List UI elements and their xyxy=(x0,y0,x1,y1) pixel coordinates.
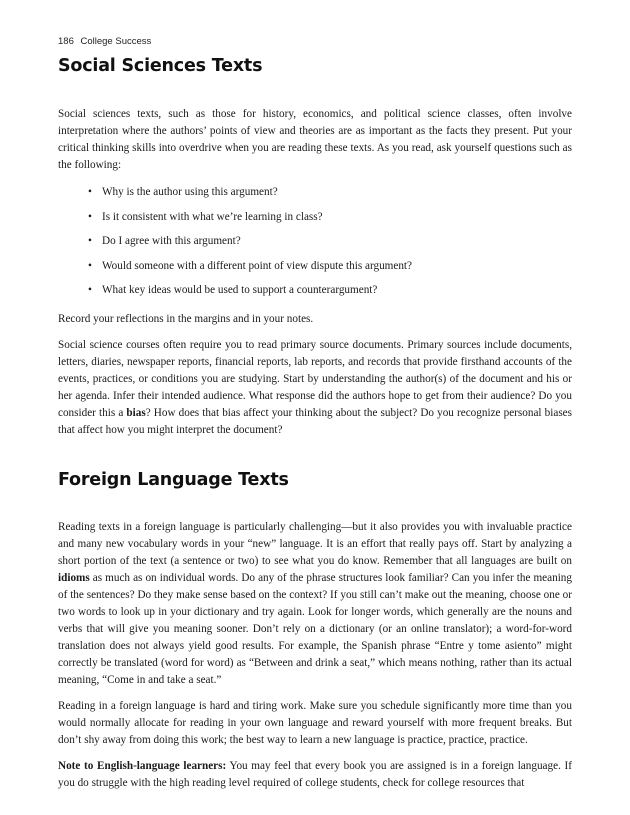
list-item-text: What key ideas would be used to support a counterargument? xyxy=(102,284,378,296)
primary-sources-text-end: ? How does that bias affect your thinking about the subject? Do you recognize personal biases that affect how you might interpret the document? xyxy=(58,407,572,436)
note-text: You may feel that every book you are assigned is in a foreign language. If you do struggle with the high reading level required of college students, check for college resources that xyxy=(58,760,572,789)
section-heading-foreign-language: Foreign Language Texts xyxy=(58,470,289,490)
bullet-glyph: • xyxy=(88,186,92,198)
list-item-text: Why is the author using this argument? xyxy=(102,186,278,198)
question-list xyxy=(58,184,572,299)
book-title: College Success xyxy=(80,36,152,47)
paragraph-note-ell xyxy=(58,758,572,792)
paragraph-foreign-language-reading xyxy=(58,519,572,689)
paragraph-foreign-language-time: Reading in a foreign language is hard and tiring work. Make sure you schedule significantly more time than you would normally allocate for reading in your own language and reward yourself with more frequent breaks. But don’t shy away from doing this work; the best way to learn a new language is practice, practice, practice. xyxy=(58,700,572,746)
page-number: 186 xyxy=(58,36,74,47)
list-item xyxy=(88,258,572,275)
paragraph-primary-sources xyxy=(58,337,572,439)
bullet-glyph: • xyxy=(88,235,92,247)
list-item xyxy=(88,209,572,226)
document-page xyxy=(58,36,572,801)
bullet-glyph: • xyxy=(88,284,92,296)
note-label: Note to English-language learners: xyxy=(58,760,227,772)
list-item xyxy=(88,184,572,201)
paragraph-reflections: Record your reflections in the margins and in your notes. xyxy=(58,313,314,325)
key-term-idioms: idioms xyxy=(58,572,90,584)
paragraph-social-intro: Social sciences texts, such as those for history, economics, and political science classes, often involve interpretation where the authors’ points of view and theories are as important as the facts they present. Put your critical thinking skills into overdrive when you are reading these texts. As you read, ask yourself questions such as the following: xyxy=(58,108,572,171)
bullet-glyph: • xyxy=(88,210,92,223)
running-header xyxy=(58,36,572,47)
primary-sources-text-start: Social science courses often require you to read primary source documents. Primary sources include documents, letters, diaries, newspaper reports, financial reports, lab reports, and records that provide firsthand accounts of the events, practices, or conditions you are studying. Start by understanding the author(s) of the document and his or her agenda. Infer their intended audience. What response did the authors hope to get from their audience? Do you consider this a xyxy=(58,339,572,419)
foreign-text-start: Reading texts in a foreign language is particularly challenging—but it also provides you with invaluable practice and many new vocabulary words in your “new” language. It is an effort that really pays off. Start by analyzing a short portion of the text (a sentence or two) to see what you do know. Remember that all languages are built on xyxy=(58,521,572,567)
key-term-bias: bias xyxy=(126,407,146,419)
list-item-text: Do I agree with this argument? xyxy=(102,235,241,247)
section-heading-social-sciences: Social Sciences Texts xyxy=(58,56,263,76)
list-item-text: Would someone with a different point of view dispute this argument? xyxy=(102,259,413,272)
list-item xyxy=(88,233,572,250)
foreign-text-end: as much as on individual words. Do any of the phrase structures look familiar? Can you infer the meaning of the sentences? Do they make sense based on the context? If you still can’t make out the meaning, choose one or two words to look up in your dictionary and try again. Look for longer words, which generally are the nouns and verbs that will give you meaning sooner. Don’t rely on a dictionary (or an online translator); a word-for-word translation does not always yield good results. For example, the Spanish phrase “Entre y tome asiento” might correctly be translated (word for word) as “Between and drink a seat,” which means nothing, rather than its actual meaning, “Come in and take a seat.” xyxy=(58,572,572,686)
bullet-glyph: • xyxy=(88,259,92,272)
list-item xyxy=(88,282,572,299)
list-item-text: Is it consistent with what we’re learning in class? xyxy=(102,210,323,223)
